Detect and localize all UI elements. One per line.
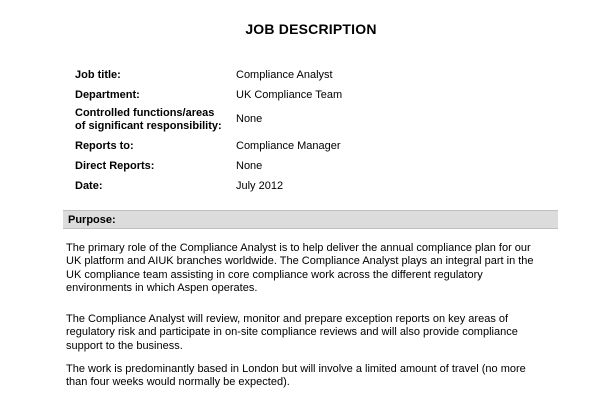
field-row-date <box>75 180 555 193</box>
field-row-direct-reports <box>75 160 555 173</box>
purpose-paragraph-1 <box>66 242 556 295</box>
field-label: Date: <box>75 180 103 192</box>
paragraph-line: than four weeks would normally be expected). <box>66 376 290 389</box>
field-label-line: of significant responsibility: <box>75 120 222 132</box>
field-label: Job title: <box>75 69 121 81</box>
field-value: None <box>236 113 263 125</box>
field-value: None <box>236 160 263 172</box>
field-row-controlled-functions <box>75 107 555 133</box>
field-value: UK Compliance Team <box>236 89 343 101</box>
paragraph-line: The Compliance Analyst will review, monitor and prepare exception reports on key areas of <box>66 313 509 325</box>
field-row-reports-to <box>75 140 555 153</box>
paragraph-line: UK compliance team assisting in core compliance work across the different regulatory <box>66 268 483 281</box>
document-title: JOB DESCRIPTION <box>245 21 377 37</box>
field-row-department <box>75 89 555 102</box>
field-label: Department: <box>75 89 140 101</box>
field-value: Compliance Analyst <box>236 69 333 81</box>
paragraph-line: environments in which Aspen operates. <box>66 281 258 294</box>
paragraph-line: support to the business. <box>66 339 183 352</box>
purpose-paragraph-3 <box>66 363 556 390</box>
purpose-paragraph-2 <box>66 313 556 353</box>
field-label: Reports to: <box>75 140 134 152</box>
paragraph-line: UK platform and AIUK branches worldwide. The Compliance Analyst plays an integral part in the <box>66 255 534 268</box>
paragraph-line: The primary role of the Compliance Analyst is to help deliver the annual compliance plan for our <box>66 242 531 254</box>
purpose-section-header <box>63 210 558 229</box>
field-label <box>75 107 236 133</box>
field-value: Compliance Manager <box>236 140 341 152</box>
purpose-heading: Purpose: <box>68 214 116 226</box>
field-label: Direct Reports: <box>75 160 155 172</box>
field-row-job-title <box>75 69 555 82</box>
paragraph-line: The work is predominantly based in London but will involve a limited amount of travel (no more <box>66 363 526 375</box>
field-value: July 2012 <box>236 180 284 192</box>
field-label-line: Controlled functions/areas <box>75 107 215 119</box>
job-details-table <box>75 69 555 193</box>
paragraph-line: regulatory risk and participate in on-site compliance reviews and will also provide compliance <box>66 326 518 339</box>
